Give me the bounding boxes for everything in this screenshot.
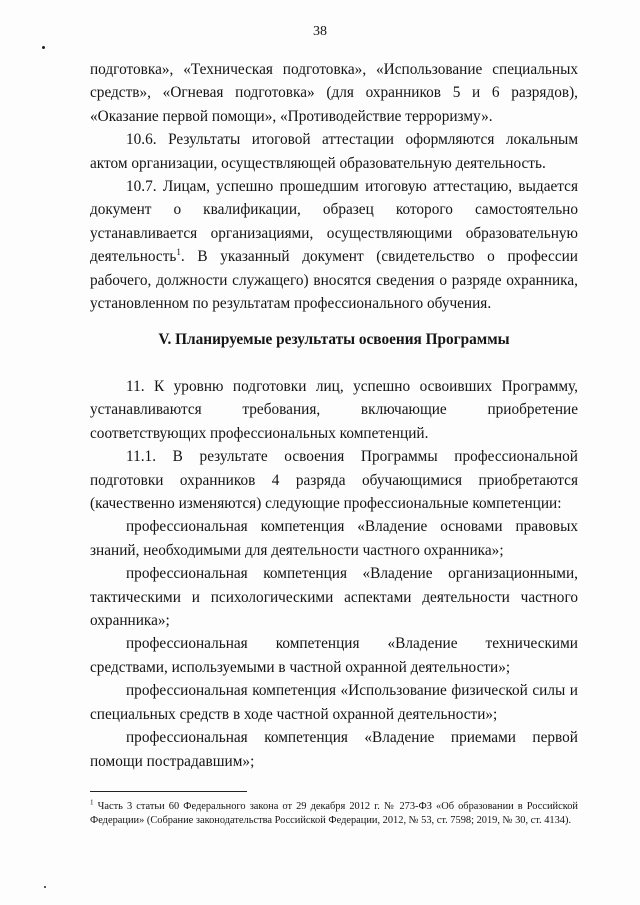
paragraph-continuation: подготовка», «Техническая подготовка», «Использование специальных средств», «Огневая подготовка» (для охранников 5 и 6 разрядов), «Оказание первой помощи», «Противодействие терроризму». (90, 61, 578, 125)
footnote-divider (90, 791, 247, 792)
paragraph-10-7-text: 10.7. Лицам, успешно прошедшим итоговую аттестацию, выдается документ о квалификации, образец которого самостоятельно устанавливается организациями, осуществляющими образовательную деятельность (90, 178, 578, 266)
competence-item: профессиональная компетенция «Владение техническими средствами, используемыми в частной охранной деятельности»; (90, 635, 578, 676)
scan-speck (42, 46, 45, 49)
footnote (90, 800, 578, 828)
footnote-reference: 1 (176, 247, 181, 258)
paragraph-10-6: 10.6. Результаты итоговой аттестации оформляются локальным актом организации, осуществляющей образовательную деятельность. (90, 131, 578, 172)
body-text-top (90, 58, 578, 315)
competence-item: профессиональная компетенция «Использование физической силы и специальных средств в ходе частной охранной деятельности»; (90, 682, 578, 723)
competence-item: профессиональная компетенция «Владение приемами первой помощи пострадавшим»; (90, 729, 578, 770)
paragraph-11-1: 11.1. В результате освоения Программы профессиональной подготовки охранников 4 разряда обучающимися приобретаются (качественно изменяются) следующие профессиональные компетенции: (90, 448, 578, 513)
page-number: 38 (313, 24, 327, 39)
section-heading: V. Планируемые результаты освоения Программы (158, 331, 510, 348)
paragraph-10-7 (90, 175, 578, 315)
paragraph-10-7-text-rest: . В указанный документ (свидетельство о профессии рабочего, должности служащего) вносятся сведения о разряде охранника, установленном по результатам профессионального обучения. (90, 248, 578, 313)
footnote-text: Часть 3 статьи 60 Федерального закона от 29 декабря 2012 г. № 273-ФЗ «Об образовании в Российской Федерации» (Собрание законодательства Российской Федерации, 2012, № 53, ст. 7598; 2019, № 30, ст. 4134). (90, 801, 578, 826)
scan-speck (44, 886, 46, 888)
competence-item: профессиональная компетенция «Владение основами правовых знаний, необходимыми для деятельности частного охранника»; (90, 518, 578, 559)
footnote-marker: 1 (90, 798, 94, 807)
body-text-bottom (90, 375, 578, 773)
paragraph-11: 11. К уровню подготовки лиц, успешно освоивших Программу, устанавливаются требования, включающие приобретение соответствующих профессиональных компетенций. (90, 378, 578, 442)
competence-item: профессиональная компетенция «Владение организационными, тактическими и психологическими аспектами деятельности частного охранника»; (90, 565, 578, 630)
